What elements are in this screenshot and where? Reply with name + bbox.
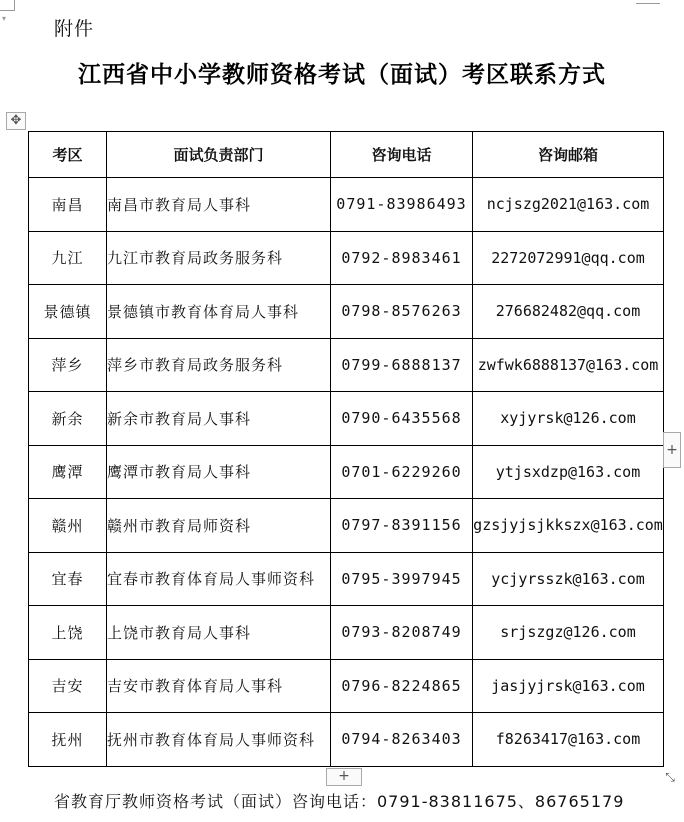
- corner-mark-top-left: [0, 0, 15, 11]
- cell-area: 九江: [29, 231, 107, 285]
- cell-area: 上饶: [29, 606, 107, 660]
- cell-area: 景德镇: [29, 285, 107, 339]
- cell-phone: 0797-8391156: [331, 499, 473, 553]
- cell-area: 萍乡: [29, 338, 107, 392]
- cell-phone: 0794-8263403: [331, 713, 473, 767]
- table-row: [29, 659, 664, 713]
- table-row: [29, 552, 664, 606]
- table-row: [29, 499, 664, 553]
- contact-table: [28, 131, 664, 767]
- cell-dept: 鹰潭市教育局人事科: [107, 445, 331, 499]
- cell-phone: 0796-8224865: [331, 659, 473, 713]
- cell-email: zwfwk6888137@163.com: [473, 338, 664, 392]
- plus-icon: +: [666, 442, 678, 458]
- cell-area: 赣州: [29, 499, 107, 553]
- table-move-handle[interactable]: [6, 112, 26, 130]
- attachment-label: 附件: [54, 18, 95, 40]
- cell-dept: 新余市教育局人事科: [107, 392, 331, 446]
- cell-email: ncjszg2021@163.com: [473, 178, 664, 232]
- cell-phone: 0799-6888137: [331, 338, 473, 392]
- cell-dept: 抚州市教育体育局人事师资科: [107, 713, 331, 767]
- cell-phone: 0791-83986493: [331, 178, 473, 232]
- table-row: [29, 713, 664, 767]
- table-row: [29, 231, 664, 285]
- cell-area: 宜春: [29, 552, 107, 606]
- document-title: 江西省中小学教师资格考试（面试）考区联系方式: [78, 61, 606, 88]
- add-column-button[interactable]: [663, 432, 681, 468]
- cell-phone: 0701-6229260: [331, 445, 473, 499]
- cell-dept: 南昌市教育局人事科: [107, 178, 331, 232]
- cell-dept: 九江市教育局政务服务科: [107, 231, 331, 285]
- cell-area: 新余: [29, 392, 107, 446]
- table-row: [29, 445, 664, 499]
- cell-dept: 吉安市教育体育局人事科: [107, 659, 331, 713]
- cell-area: 鹰潭: [29, 445, 107, 499]
- cell-email: 2272072991@qq.com: [473, 231, 664, 285]
- cell-phone: 0795-3997945: [331, 552, 473, 606]
- cell-dept: 萍乡市教育局政务服务科: [107, 338, 331, 392]
- cell-dept: 赣州市教育局师资科: [107, 499, 331, 553]
- table-row: [29, 285, 664, 339]
- plus-icon: +: [338, 768, 350, 784]
- cell-phone: 0792-8983461: [331, 231, 473, 285]
- paragraph-marker-icon: ▾: [2, 14, 7, 23]
- header-email: 咨询邮箱: [473, 132, 664, 178]
- cell-email: srjszgz@126.com: [473, 606, 664, 660]
- table-row: [29, 392, 664, 446]
- header-phone: 咨询电话: [331, 132, 473, 178]
- table-row: [29, 178, 664, 232]
- cell-email: 276682482@qq.com: [473, 285, 664, 339]
- cell-email: xyjyrsk@126.com: [473, 392, 664, 446]
- header-area: 考区: [29, 132, 107, 178]
- table-header-row: [29, 132, 664, 178]
- cell-phone: 0790-6435568: [331, 392, 473, 446]
- table-resize-handle[interactable]: [662, 769, 678, 785]
- resize-diagonal-icon: ⤡: [665, 770, 675, 784]
- cell-dept: 宜春市教育体育局人事师资科: [107, 552, 331, 606]
- cell-dept: 景德镇市教育体育局人事科: [107, 285, 331, 339]
- table-row: [29, 338, 664, 392]
- move-arrows-icon: ✥: [10, 113, 22, 128]
- footer-contact-note: 省教育厅教师资格考试（面试）咨询电话：0791-83811675、86765179: [54, 792, 625, 811]
- add-row-button[interactable]: [326, 768, 362, 786]
- cell-phone: 0793-8208749: [331, 606, 473, 660]
- corner-mark-top-right: [636, 0, 660, 4]
- cell-email: gzsjyjsjkkszx@163.com: [473, 499, 664, 553]
- cell-area: 南昌: [29, 178, 107, 232]
- header-dept: 面试负责部门: [107, 132, 331, 178]
- cell-dept: 上饶市教育局人事科: [107, 606, 331, 660]
- cell-email: ycjyrsszk@163.com: [473, 552, 664, 606]
- cell-area: 吉安: [29, 659, 107, 713]
- cell-area: 抚州: [29, 713, 107, 767]
- cell-email: jasjyjrsk@163.com: [473, 659, 664, 713]
- cell-email: f8263417@163.com: [473, 713, 664, 767]
- table-row: [29, 606, 664, 660]
- cell-email: ytjsxdzp@163.com: [473, 445, 664, 499]
- cell-phone: 0798-8576263: [331, 285, 473, 339]
